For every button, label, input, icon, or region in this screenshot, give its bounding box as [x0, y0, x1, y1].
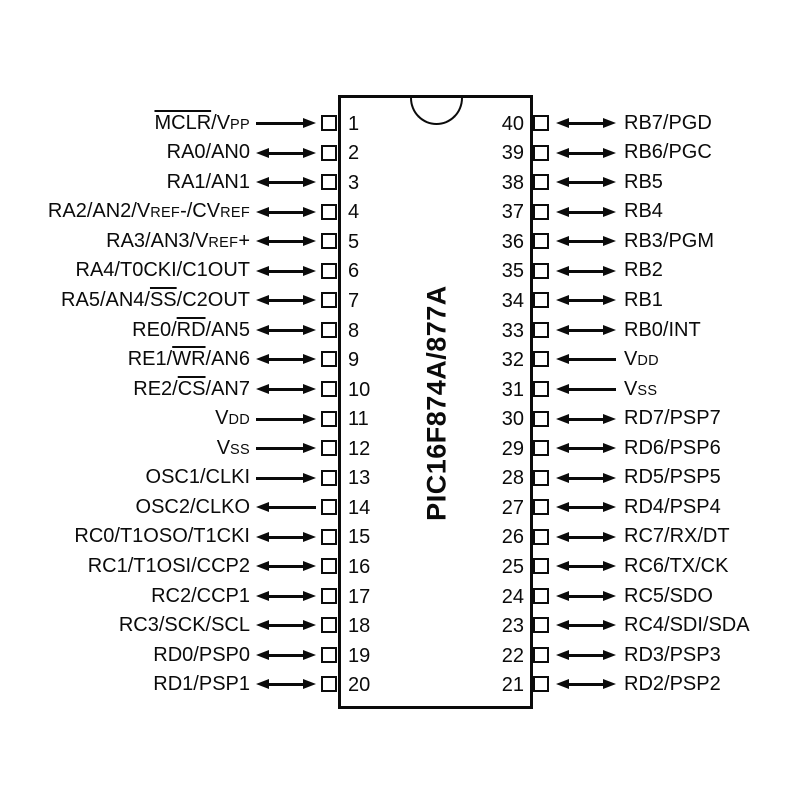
- pin-pad: [533, 233, 549, 249]
- label-text: /V: [211, 111, 231, 134]
- arrowhead-right-icon: [603, 650, 616, 660]
- bidirectional-arrow-icon: [556, 532, 616, 543]
- pin-row: [0, 168, 800, 198]
- pin-pad: [533, 440, 549, 456]
- pin-row: [0, 434, 800, 464]
- arrowhead-left-icon: [556, 502, 569, 512]
- label-text: RD2/PSP2: [624, 673, 721, 696]
- bidirectional-arrow-icon: [556, 502, 616, 513]
- arrowhead-right-icon: [603, 177, 616, 187]
- subscript-text: SS: [637, 382, 658, 399]
- pin-row: [0, 109, 800, 139]
- arrowhead-left-icon: [556, 473, 569, 483]
- arrowhead-right-icon: [603, 325, 616, 335]
- pin-label: [624, 286, 663, 316]
- label-text: RD0/PSP0: [153, 643, 250, 666]
- label-text: OSC2/CLKO: [135, 495, 250, 518]
- label-text: RC4/SDI/SDA: [624, 614, 750, 637]
- arrowhead-left-icon: [556, 561, 569, 571]
- label-text: RB3/PGM: [624, 229, 715, 252]
- pin-row: [0, 227, 800, 257]
- arrowhead-left-icon: [556, 266, 569, 276]
- arrowhead-left-icon: [556, 414, 569, 424]
- pin-label: [624, 582, 713, 612]
- active-low-overline-text: $\overline{WR}$: [172, 348, 206, 371]
- pin-row: [0, 345, 800, 375]
- input-arrow-icon: [556, 354, 616, 365]
- label-text: RD4/PSP4: [624, 495, 721, 518]
- pin-pad: [533, 115, 549, 131]
- arrowhead-right-icon: [603, 473, 616, 483]
- pin-label: [624, 138, 712, 168]
- input-arrow-icon: [556, 384, 616, 395]
- label-text: RC1/T1OSI/CCP2: [87, 554, 250, 577]
- label-text: RD1/PSP1: [153, 673, 250, 696]
- pin-number: 17: [348, 585, 371, 608]
- pin-label: [624, 463, 721, 493]
- subscript-text: DD: [228, 412, 250, 429]
- label-text: RB0/INT: [624, 318, 701, 341]
- pin-label: [624, 256, 663, 286]
- pin-row: [0, 316, 800, 346]
- pin-number: 1: [348, 112, 360, 135]
- pin-number: 5: [348, 230, 360, 253]
- pin-pad: [533, 499, 549, 515]
- arrowhead-left-icon: [556, 148, 569, 158]
- pin-label: [624, 375, 657, 405]
- pin-row: [0, 286, 800, 316]
- pin-number: 4: [348, 201, 360, 224]
- pin-row: [0, 522, 800, 552]
- pin-row: [0, 138, 800, 168]
- pin-number: 11: [348, 408, 369, 431]
- pin-row: [0, 611, 800, 641]
- label-text: RB6/PGC: [624, 141, 712, 164]
- arrowhead-right-icon: [603, 620, 616, 630]
- arrowhead-left-icon: [556, 532, 569, 542]
- label-text: RA3/AN3/V: [106, 229, 209, 252]
- label-text: RD3/PSP3: [624, 643, 721, 666]
- label-text: V: [624, 348, 638, 371]
- pin-number: 32: [501, 349, 524, 372]
- pin-pad: [533, 145, 549, 161]
- label-text: RA0/AN0: [166, 141, 250, 164]
- pin-number: 34: [501, 290, 524, 313]
- pin-pad: [533, 676, 549, 692]
- pin-number: 16: [348, 555, 371, 578]
- arrowhead-left-icon: [556, 325, 569, 335]
- subscript-text: REF: [220, 205, 250, 222]
- pin-number: 18: [348, 615, 371, 638]
- arrowhead-right-icon: [603, 118, 616, 128]
- subscript-text: REF: [208, 234, 239, 251]
- label-text: RD6/PSP6: [624, 436, 721, 459]
- pin-number: 22: [501, 644, 524, 667]
- label-text: RA4/T0CKI/C1OUT: [75, 259, 250, 282]
- pin-pad: [533, 617, 549, 633]
- arrowhead-left-icon: [556, 679, 569, 689]
- label-text: RC5/SDO: [624, 584, 713, 607]
- arrowhead-right-icon: [603, 532, 616, 542]
- pin-number: 31: [501, 378, 524, 401]
- arrowhead-left-icon: [556, 650, 569, 660]
- label-text: +: [238, 229, 250, 252]
- arrow-shaft: [563, 388, 616, 391]
- bidirectional-arrow-icon: [556, 266, 616, 277]
- label-text: /AN7: [205, 377, 250, 400]
- label-text: V: [215, 407, 229, 430]
- pin-label: [624, 522, 730, 552]
- pin-pad: [533, 351, 549, 367]
- label-text: RC3/SCK/SCL: [118, 614, 250, 637]
- pin-label: [624, 611, 750, 641]
- active-low-overline-text: $\overline{CS}$: [177, 377, 206, 400]
- bidirectional-arrow-icon: [556, 236, 616, 247]
- bidirectional-arrow-icon: [556, 207, 616, 218]
- pin-row: [0, 641, 800, 671]
- pin-label: [624, 493, 721, 523]
- active-low-overline-text: MCLR: [154, 111, 212, 134]
- arrowhead-right-icon: [603, 266, 616, 276]
- label-text: RC6/TX/CK: [624, 554, 729, 577]
- pin-number: 39: [501, 142, 524, 165]
- arrowhead-right-icon: [603, 502, 616, 512]
- pin-number: 14: [348, 496, 371, 519]
- bidirectional-arrow-icon: [556, 620, 616, 631]
- label-text: RE1/: [127, 348, 173, 371]
- pin-row: [0, 256, 800, 286]
- pin-label: [624, 227, 714, 257]
- bidirectional-arrow-icon: [556, 118, 616, 129]
- pin-number: 20: [348, 674, 371, 697]
- label-text: RC7/RX/DT: [624, 525, 730, 548]
- active-low-overline-text: $\overline{SS}$: [149, 289, 177, 312]
- pin-row: [0, 493, 800, 523]
- pin-pad: [533, 411, 549, 427]
- pin-pad: [533, 470, 549, 486]
- label-text: RB2: [624, 259, 663, 282]
- label-text: RE2/: [133, 377, 178, 400]
- bidirectional-arrow-icon: [556, 591, 616, 602]
- pin-label: [624, 552, 728, 582]
- arrowhead-left-icon: [556, 384, 569, 394]
- bidirectional-arrow-icon: [556, 679, 616, 690]
- arrowhead-left-icon: [556, 118, 569, 128]
- pin-label: [624, 404, 721, 434]
- pin-pad: [533, 588, 549, 604]
- arrowhead-right-icon: [603, 591, 616, 601]
- pin-row: [0, 375, 800, 405]
- pin-row: [0, 670, 800, 700]
- bidirectional-arrow-icon: [556, 295, 616, 306]
- label-text: RD5/PSP5: [624, 466, 721, 489]
- pin-number: 28: [501, 467, 524, 490]
- label-text: RA1/AN1: [166, 170, 250, 193]
- pin-row: [0, 404, 800, 434]
- pin-number: 8: [348, 319, 360, 342]
- label-text: V: [216, 436, 231, 459]
- active-low-overline-text: $\overline{RD}$: [176, 318, 206, 341]
- arrowhead-right-icon: [603, 207, 616, 217]
- label-text: /AN6: [205, 348, 250, 371]
- bidirectional-arrow-icon: [556, 473, 616, 484]
- label-text: /AN5: [205, 318, 250, 341]
- arrowhead-right-icon: [603, 414, 616, 424]
- pin-label: [624, 434, 721, 464]
- pin-pad: [533, 292, 549, 308]
- label-text: RC2/CCP1: [151, 584, 250, 607]
- pin-number: 35: [501, 260, 524, 283]
- pin-pad: [533, 322, 549, 338]
- arrowhead-left-icon: [556, 177, 569, 187]
- pin-number: 21: [501, 674, 524, 697]
- label-text: RA2/AN2/V: [47, 200, 151, 223]
- pin-label: [624, 316, 701, 346]
- arrowhead-left-icon: [556, 295, 569, 305]
- label-text: RC0/T1OSO/T1CKI: [74, 525, 250, 548]
- label-text: RA5/AN4/: [61, 289, 150, 312]
- pin-number: 29: [501, 437, 524, 460]
- bidirectional-arrow-icon: [556, 148, 616, 159]
- bidirectional-arrow-icon: [556, 443, 616, 454]
- pin-number: 10: [348, 378, 371, 401]
- label-text: RE0/: [132, 318, 177, 341]
- pin-number: 36: [501, 230, 524, 253]
- pin-number: 15: [348, 526, 371, 549]
- arrowhead-right-icon: [603, 561, 616, 571]
- pin-label: [624, 197, 663, 227]
- pin-number: 13: [348, 467, 371, 490]
- arrowhead-right-icon: [603, 295, 616, 305]
- arrowhead-right-icon: [603, 443, 616, 453]
- arrowhead-left-icon: [556, 620, 569, 630]
- chip-part-number: PIC16F874A/877A: [421, 285, 452, 521]
- pin-pad: [533, 263, 549, 279]
- pin-row: [0, 582, 800, 612]
- pin-row: [0, 552, 800, 582]
- label-text: /C2OUT: [176, 289, 250, 312]
- pin-number: 38: [501, 171, 524, 194]
- pin-number: 27: [501, 496, 524, 519]
- pin-label: [624, 168, 663, 198]
- subscript-text: DD: [637, 353, 659, 370]
- pin-label: [624, 109, 712, 139]
- arrow-shaft: [563, 358, 616, 361]
- pin-number: 25: [501, 555, 524, 578]
- label-text: RB1: [624, 289, 663, 312]
- pin-number: 37: [501, 201, 524, 224]
- pin-label: [624, 670, 721, 700]
- pin-row: [0, 197, 800, 227]
- pin-label: [624, 641, 721, 671]
- pin-pad: [533, 647, 549, 663]
- arrowhead-left-icon: [556, 443, 569, 453]
- pin-number: 2: [348, 142, 360, 165]
- arrowhead-right-icon: [603, 679, 616, 689]
- pin-row: [0, 463, 800, 493]
- arrowhead-left-icon: [556, 236, 569, 246]
- bidirectional-arrow-icon: [556, 650, 616, 661]
- pin-pad: [533, 381, 549, 397]
- pin-number: 30: [501, 408, 524, 431]
- pin-pad: [533, 174, 549, 190]
- bidirectional-arrow-icon: [556, 414, 616, 425]
- pin-number: 9: [348, 349, 360, 372]
- bidirectional-arrow-icon: [556, 325, 616, 336]
- subscript-text: REF: [150, 205, 181, 222]
- pin-number: 19: [348, 644, 371, 667]
- arrowhead-left-icon: [556, 354, 569, 364]
- pin-number: 3: [348, 171, 360, 194]
- label-text: OSC1/CLKI: [145, 466, 250, 489]
- label-text: -/CV: [180, 200, 221, 223]
- pin-number: 23: [501, 615, 524, 638]
- pin-number: 12: [348, 437, 371, 460]
- arrowhead-right-icon: [603, 236, 616, 246]
- bidirectional-arrow-icon: [556, 561, 616, 572]
- arrowhead-left-icon: [556, 591, 569, 601]
- label-text: RD7/PSP7: [624, 407, 721, 430]
- pin-label: [624, 345, 659, 375]
- label-text: RB4: [624, 200, 663, 223]
- label-text: RB5: [624, 170, 663, 193]
- pin-number: 7: [348, 290, 360, 313]
- subscript-text: SS: [230, 441, 250, 458]
- pin-pad: [533, 558, 549, 574]
- label-text: V: [624, 377, 638, 400]
- arrowhead-left-icon: [556, 207, 569, 217]
- pin-number: 6: [348, 260, 360, 283]
- pin-number: 33: [501, 319, 524, 342]
- arrowhead-right-icon: [603, 148, 616, 158]
- pin-number: 26: [501, 526, 524, 549]
- bidirectional-arrow-icon: [556, 177, 616, 188]
- pin-number: 24: [501, 585, 524, 608]
- pin-number: 40: [501, 112, 524, 135]
- pin-pad: [533, 529, 549, 545]
- pin-pad: [533, 204, 549, 220]
- subscript-text: PP: [230, 116, 250, 133]
- label-text: RB7/PGD: [624, 111, 712, 134]
